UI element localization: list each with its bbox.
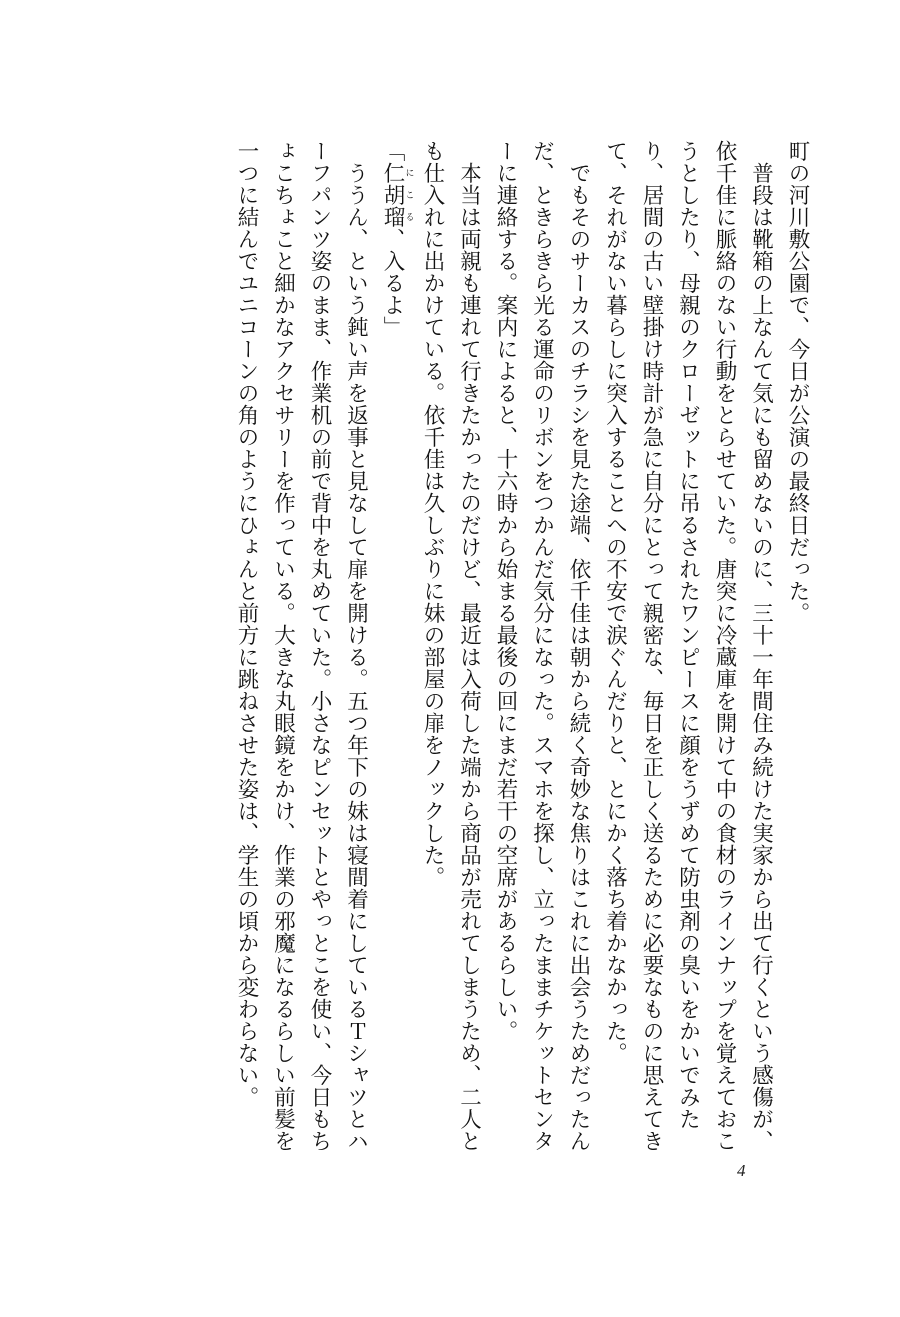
ruby-base: 仁胡瑠 bbox=[380, 162, 405, 228]
paragraph-1: 町の河川敷公園で、今日が公演の最終日だった。 bbox=[785, 140, 810, 624]
paragraph-6: ううん、という鈍い声を返事と見なして扉を開ける。五つ年下の妹は寝間着にしているＴシャツとハーフパンツ姿のまま、作業机の前で背中を丸めていた。小さなピンセットとやっとこを使い、今日もちょこちょこと細かなアクセサリーを作っている。大きな丸眼鏡をかけ、作業の邪魔になるらしい前髪を一つに結んでユニコーンの角のようにひょんと前方に跳ねさせた姿は、学生の頃から変わらない。 bbox=[234, 140, 369, 1152]
paragraph-4: 本当は両親も連れて行きたかったのだけど、最近は入荷した端から商品が売れてしまうため、二人とも仕入れに出かけている。依千佳は久しぶりに妹の部屋の扉をノックした。 bbox=[420, 140, 482, 1152]
dialogue-open-bracket: 「 bbox=[380, 140, 405, 162]
paragraph-2: 普段は靴箱の上なんて気にも留めないのに、三十一年間住み続けた実家から出て行くという感傷が、依千佳に脈絡のない行動をとらせていた。唐突に冷蔵庫を開けて中の食材のラインナップを覚えておこうとしたり、母親のクローゼットに吊るされたワンピースに顔をうずめて防虫剤の臭いをかいでみたり、居間の古い壁掛け時計が急に自分にとって親密な、毎日を正しく送るために必要なものに思えてきて、それがない暮らしに突入することへの不安で涙ぐんだりと、とにかく落ち着かなかった。 bbox=[602, 140, 774, 1152]
page-number: 4 bbox=[737, 1161, 746, 1180]
name-with-ruby bbox=[380, 162, 414, 228]
paragraph-3: でもそのサーカスのチラシを見た途端、依千佳は朝から続く奇妙な焦りはこれに出会うためだったんだ、ときらきら光る運命のリボンをつかんだ気分になった。スマホを探し、立ったままチケットセンターに連絡する。案内によると、十六時から始まる最後の回にまだ若干の空席があるらしい。 bbox=[493, 140, 591, 1152]
ruby-reading: にこる bbox=[403, 162, 414, 228]
vertical-text-body bbox=[228, 140, 816, 1170]
dialogue-rest: 、入るよ」 bbox=[380, 228, 405, 338]
dialogue-line bbox=[374, 140, 414, 1170]
